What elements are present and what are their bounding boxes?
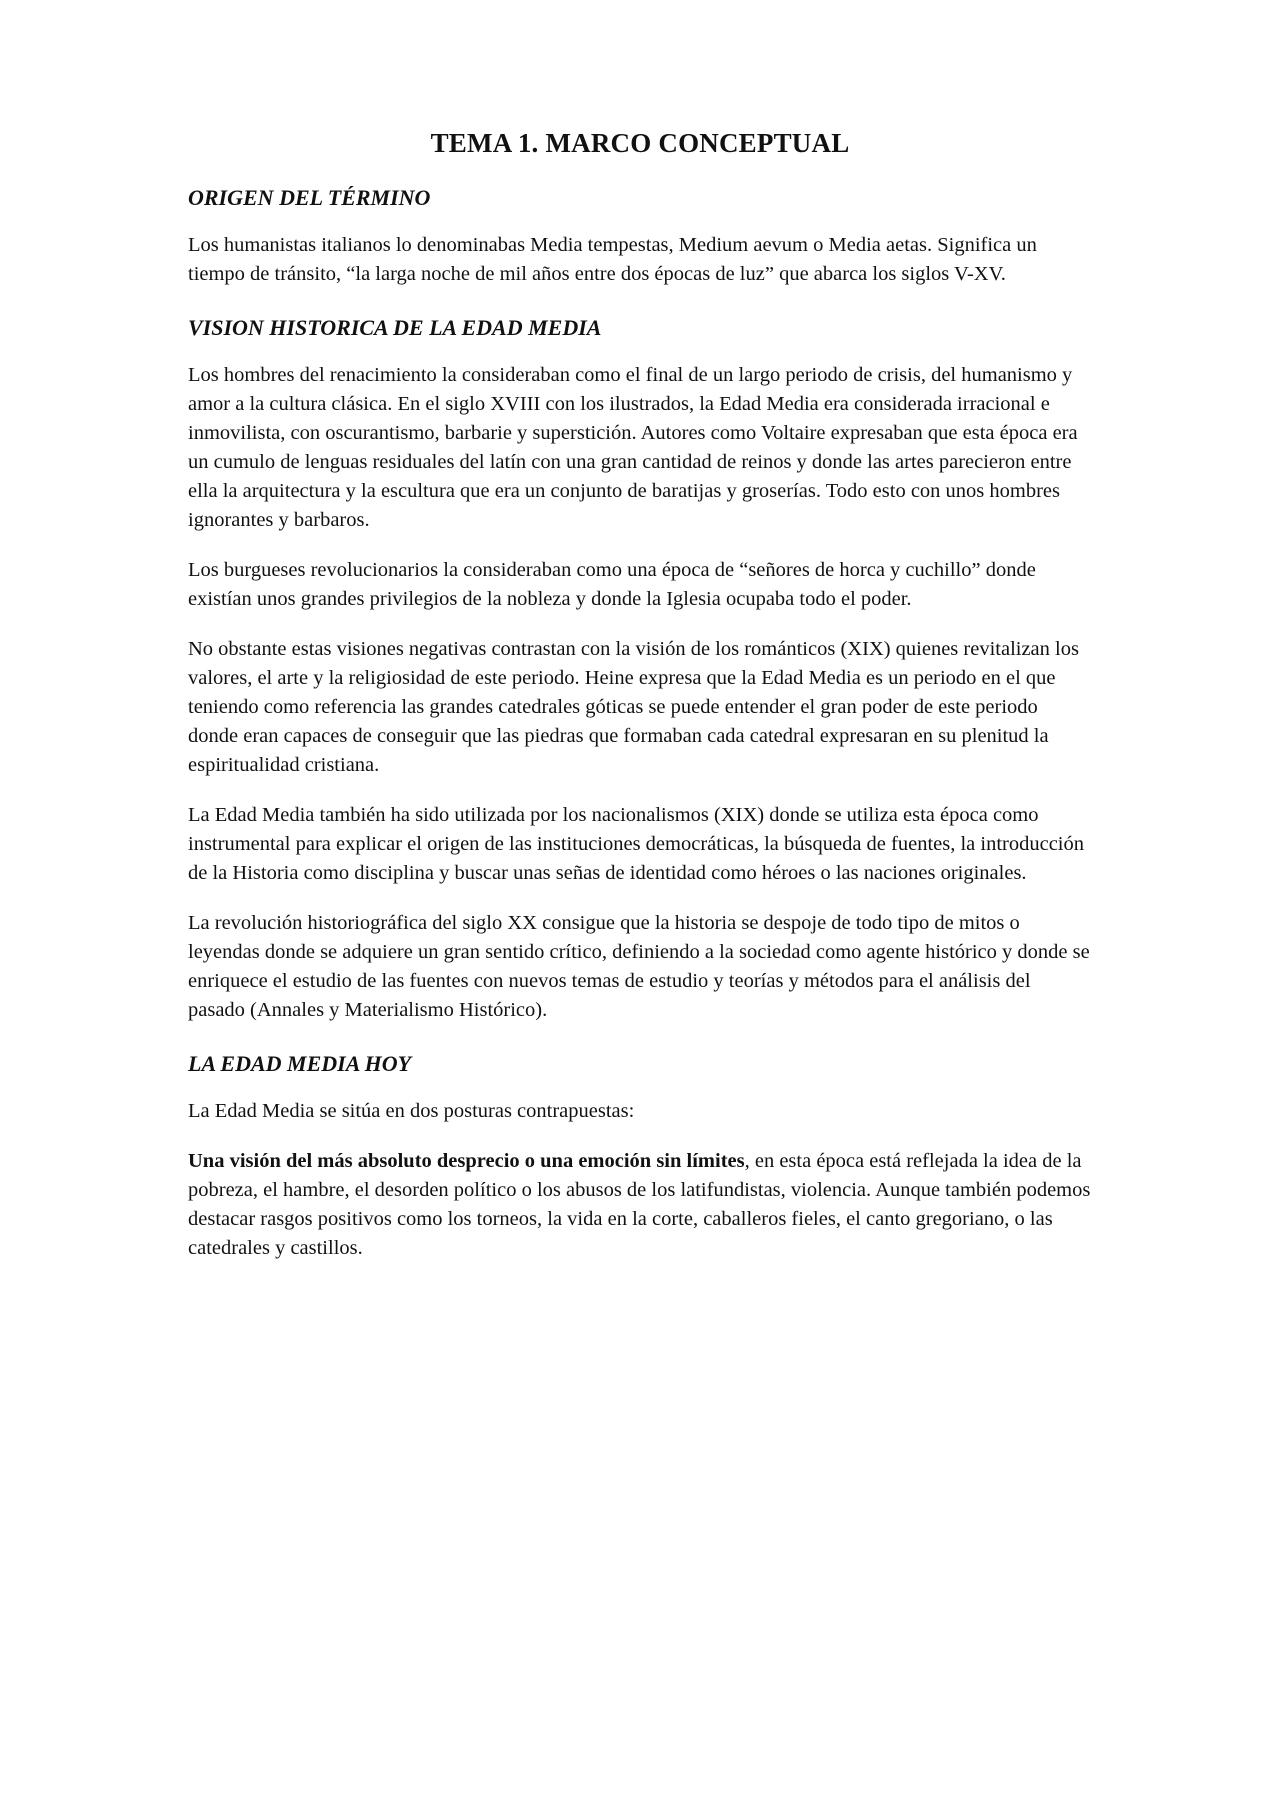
section-heading-vision-historica: VISION HISTORICA DE LA EDAD MEDIA	[188, 315, 602, 340]
paragraph-origen-1: Los humanistas italianos lo denominabas Media tempestas, Medium aevum o Media aetas. Significa un tiempo de tránsito, “la larga noche de mil años entre dos épocas de luz” que abarca los siglos V-XV.	[188, 234, 1037, 285]
section-heading-la-edad-media-hoy: LA EDAD MEDIA HOY	[188, 1051, 412, 1076]
emphasis-rest-text: , en esta época está reflejada la idea de la pobreza, el hambre, el desorden político o los abusos de los latifundistas, violencia. Aunque también podemos destacar rasgos positivos como los torneos, la vida en la corte, caballeros fieles, el canto gregoriano, o las catedrales y castillos.	[188, 1150, 1091, 1259]
bold-lead-text: Una visión del más absoluto desprecio o una emoción sin límites	[188, 1150, 745, 1172]
paragraph-hoy-vision	[188, 1147, 1092, 1263]
paragraph-vision-3: No obstante estas visiones negativas contrastan con la visión de los románticos (XIX) quienes revitalizan los valores, el arte y la religiosidad de este periodo. Heine expresa que la Edad Media es un periodo en el que teniendo como referencia las grandes catedrales góticas se puede entender el gran poder de este periodo donde eran capaces de conseguir que las piedras que formaban cada catedral expresaran en su plenitud la espiritualidad cristiana.	[188, 638, 1079, 776]
paragraph-vision-1: Los hombres del renacimiento la consideraban como el final de un largo periodo de crisis, del humanismo y amor a la cultura clásica. En el siglo XVIII con los ilustrados, la Edad Media era considerada irracional e inmovilista, con oscurantismo, barbarie y superstición. Autores como Voltaire expresaban que esta época era un cumulo de lenguas residuales del latín con una gran cantidad de reinos y donde las artes parecieron entre ella la arquitectura y la escultura que era un conjunto de baratijas y groserías. Todo esto con unos hombres ignorantes y barbaros.	[188, 364, 1078, 531]
paragraph-vision-4: La Edad Media también ha sido utilizada por los nacionalismos (XIX) donde se utiliza esta época como instrumental para explicar el origen de las instituciones democráticas, la búsqueda de fuentes, la introducción de la Historia como disciplina y buscar unas señas de identidad como héroes o las naciones originales.	[188, 804, 1084, 884]
section-heading-origen-del-termino: ORIGEN DEL TÉRMINO	[188, 185, 431, 210]
document-title: TEMA 1. MARCO CONCEPTUAL	[430, 128, 850, 158]
paragraph-hoy-intro: La Edad Media se sitúa en dos posturas contrapuestas:	[188, 1100, 635, 1122]
paragraph-vision-2: Los burgueses revolucionarios la consideraban como una época de “señores de horca y cuchillo” donde existían unos grandes privilegios de la nobleza y donde la Iglesia ocupaba todo el poder.	[188, 559, 1036, 610]
paragraph-vision-5: La revolución historiográfica del siglo XX consigue que la historia se despoje de todo tipo de mitos o leyendas donde se adquiere un gran sentido crítico, definiendo a la sociedad como agente histórico y donde se enriquece el estudio de las fuentes con nuevos temas de estudio y teorías y métodos para el análisis del pasado (Annales y Materialismo Histórico).	[188, 912, 1090, 1021]
